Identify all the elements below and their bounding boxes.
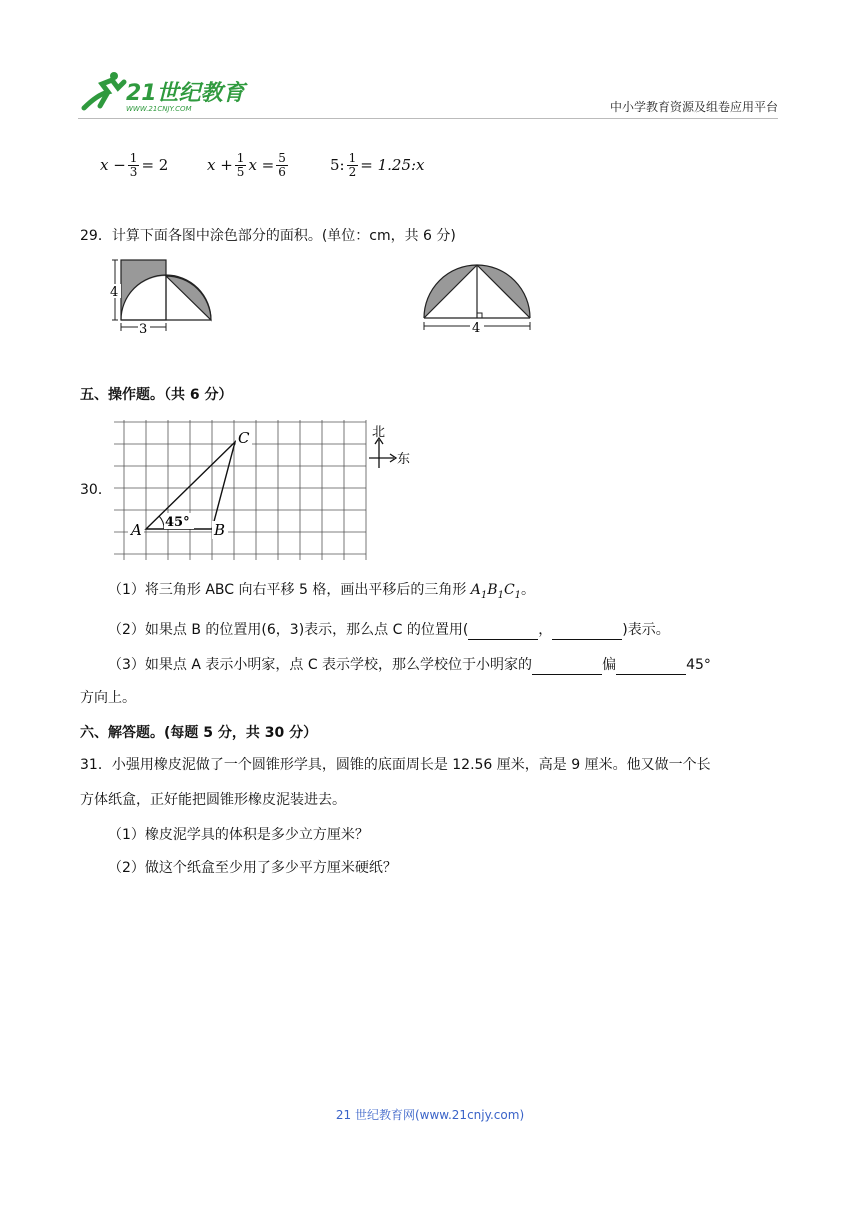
fig1-width-label: 3 (139, 322, 148, 336)
answer-blank-4[interactable] (616, 659, 686, 675)
svg-text:北: 北 (372, 425, 386, 440)
equation-2: x + $\frac{1}{5}$ x = $\frac{5}{6}$ (207, 150, 286, 179)
svg-text:东: 东 (397, 452, 411, 467)
point-b-label: B (214, 521, 226, 539)
compass-icon (369, 425, 410, 468)
point-a-label: A (131, 521, 142, 539)
question-30-sub3: （3）如果点 A 表示小明家，点 C 表示学校，那么学校位于小明家的 偏 45° (108, 657, 711, 673)
answer-blank-1[interactable] (468, 624, 538, 640)
question-30-number: 30． (80, 482, 112, 498)
question-31-line2: 方体纸盒，正好能把圆锥形橡皮泥装进去。 (80, 792, 346, 808)
figure-29-1 (104, 256, 219, 336)
question-30-sub2: （2）如果点 B 的位置用(6，3)表示，那么点 C 的位置用( ， )表示。 (108, 622, 670, 638)
figure-29-2 (420, 256, 535, 336)
section-6-title: 六、解答题。(每题 5 分，共 30 分） (80, 725, 318, 741)
question-31-line1: 31．小强用橡皮泥做了一个圆锥形学具，圆锥的底面周长是 12.56 厘米，高是 9 厘米。他又做一个长 (80, 757, 711, 773)
equation-3: 5: $\frac{1}{2}$ = 1.25:x (330, 150, 425, 179)
answer-blank-2[interactable] (552, 624, 622, 640)
header-platform-text: 中小学教育资源及组卷应用平台 (609, 100, 778, 114)
fig1-height-label: 4 (110, 285, 119, 300)
question-31-sub1: （1）橡皮泥学具的体积是多少立方厘米？ (108, 827, 369, 843)
header-divider (78, 118, 778, 119)
equations-row (100, 145, 700, 185)
angle-label: 45° (165, 515, 190, 530)
question-31-sub2: （2）做这个纸盒至少用了多少平方厘米硬纸？ (108, 860, 397, 876)
site-logo (78, 70, 253, 115)
runner-icon (84, 72, 124, 108)
question-30-sub3-line2: 方向上。 (80, 690, 136, 706)
point-c-label: C (238, 429, 250, 447)
section-5-title: 五、操作题。（共 6 分） (80, 387, 233, 403)
answer-blank-3[interactable] (532, 659, 602, 675)
question-29-text: 29．计算下面各图中涂色部分的面积。(单位：cm，共 6 分) (80, 228, 456, 244)
equation-1: x − $\frac{1}{3}$ = 2 (100, 150, 169, 179)
footer-link[interactable]: 21 世纪教育网(www.21cnjy.com) (335, 1108, 525, 1122)
logo-main-text: 21世纪教育 (126, 81, 245, 106)
figure-30-grid (114, 418, 424, 563)
question-30-sub1: （1）将三角形 ABC 向右平移 5 格，画出平移后的三角形 $A_1B_1C_1$。 (108, 582, 536, 601)
logo-url-text: WWW.21CNJY.COM (126, 105, 192, 113)
fig2-width-label: 4 (472, 321, 481, 336)
